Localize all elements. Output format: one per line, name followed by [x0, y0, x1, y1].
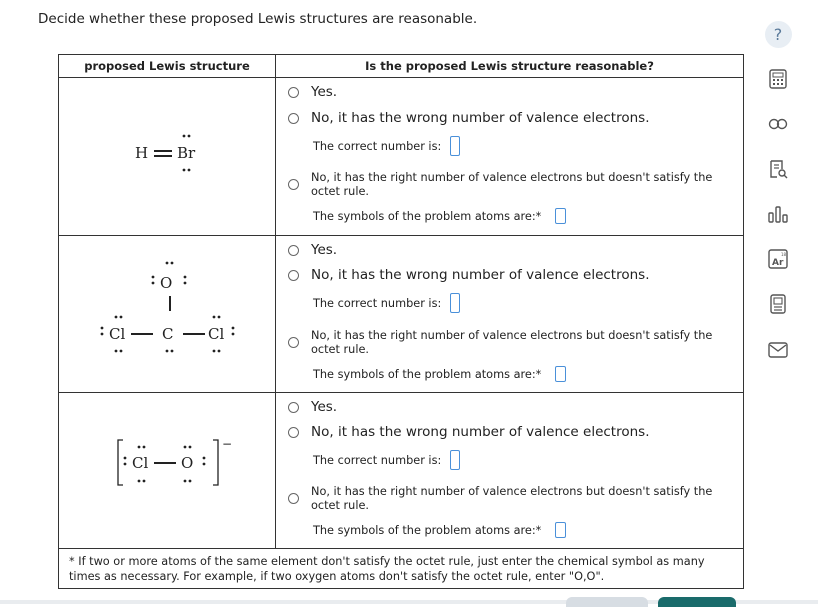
option-wrong-electrons[interactable]: No, it has the wrong number of valence electrons. — [288, 424, 650, 440]
periodic-table-icon — [768, 249, 788, 269]
problem-atoms-input[interactable] — [555, 522, 566, 538]
charge-label: − — [222, 437, 233, 451]
chart-button[interactable] — [764, 200, 792, 228]
option-octet[interactable]: No, it has the right number of valence electrons but doesn't satisfy the octet rule. — [288, 329, 731, 357]
structure-cell-cocl2 — [59, 236, 276, 393]
radio-wrong-electrons[interactable] — [288, 270, 299, 281]
col-header-reasonable: Is the proposed Lewis structure reasonable? — [276, 55, 744, 78]
atom-o: O — [160, 274, 173, 292]
table-row — [59, 236, 744, 393]
atom-cl: Cl — [132, 454, 149, 472]
radio-octet[interactable] — [288, 337, 299, 348]
option-wrong-electrons[interactable]: No, it has the wrong number of valence electrons. — [288, 267, 650, 283]
help-button[interactable] — [764, 20, 792, 48]
atom-o: O — [181, 454, 194, 472]
problem-atoms-input[interactable] — [555, 366, 566, 382]
option-octet[interactable]: No, it has the right number of valence electrons but doesn't satisfy the octet rule. — [288, 485, 731, 513]
radio-yes[interactable] — [288, 245, 299, 256]
options-cell — [276, 236, 744, 393]
correct-number-row: The correct number is: — [313, 450, 460, 470]
atom-cl-right: Cl — [208, 325, 225, 343]
explanation-button[interactable] — [566, 597, 648, 607]
lewis-hbr — [59, 78, 275, 235]
radio-octet[interactable] — [288, 493, 299, 504]
data-icon — [768, 294, 788, 314]
col-header-structure: proposed Lewis structure — [59, 55, 276, 78]
options-cell — [276, 78, 744, 236]
calculator-button[interactable] — [764, 65, 792, 93]
atom-br: Br — [177, 144, 196, 162]
lewis-cocl2 — [59, 236, 275, 392]
radio-octet[interactable] — [288, 179, 299, 190]
problem-atoms-row: The symbols of the problem atoms are:* — [313, 366, 566, 382]
help-icon: ? — [765, 21, 792, 48]
correct-number-input[interactable] — [450, 450, 460, 470]
bracket-right — [213, 440, 218, 485]
problem-atoms-row: The symbols of the problem atoms are:* — [313, 522, 566, 538]
correct-number-row: The correct number is: — [313, 136, 460, 156]
radio-wrong-electrons[interactable] — [288, 427, 299, 438]
svg-text:18: 18 — [781, 252, 787, 257]
option-yes[interactable]: Yes. — [288, 242, 337, 258]
email-icon — [768, 342, 788, 358]
structure-cell-clo — [59, 393, 276, 549]
atom-h: H — [135, 144, 149, 162]
svg-text:Ar: Ar — [772, 258, 784, 268]
infinity-icon — [767, 117, 789, 131]
check-button[interactable] — [658, 597, 736, 607]
radio-yes[interactable] — [288, 402, 299, 413]
option-yes[interactable]: Yes. — [288, 399, 337, 415]
bracket-left — [118, 440, 123, 485]
radio-yes[interactable] — [288, 87, 299, 98]
notes-button[interactable] — [764, 155, 792, 183]
lewis-table — [58, 54, 744, 549]
table-row — [59, 393, 744, 549]
option-yes[interactable]: Yes. — [288, 84, 337, 100]
data-button[interactable] — [764, 290, 792, 318]
problem-atoms-row: The symbols of the problem atoms are:* — [313, 208, 566, 224]
correct-number-input[interactable] — [450, 136, 460, 156]
correct-number-input[interactable] — [450, 293, 460, 313]
options-cell — [276, 393, 744, 549]
lewis-clo-ion — [59, 393, 275, 548]
table-row — [59, 78, 744, 236]
question-text: Decide whether these proposed Lewis structures are reasonable. — [38, 11, 478, 27]
atom-cl-left: Cl — [109, 325, 126, 343]
link-button[interactable] — [764, 110, 792, 138]
option-octet[interactable]: No, it has the right number of valence electrons but doesn't satisfy the octet rule. — [288, 171, 731, 199]
notes-icon — [768, 159, 788, 179]
email-button[interactable] — [764, 336, 792, 364]
option-wrong-electrons[interactable]: No, it has the wrong number of valence electrons. — [288, 110, 650, 126]
periodic-table-button[interactable] — [764, 245, 792, 273]
chart-icon — [767, 204, 789, 224]
problem-atoms-input[interactable] — [555, 208, 566, 224]
atom-c: C — [162, 325, 174, 343]
structure-cell-hbr — [59, 78, 276, 236]
calculator-icon — [768, 69, 788, 89]
radio-wrong-electrons[interactable] — [288, 113, 299, 124]
footnote: * If two or more atoms of the same element don't satisfy the octet rule, just enter the chemical symbol as many times as necessary. For example, if two oxygen atoms don't satisfy the octet rule, enter "O,O". — [58, 549, 744, 589]
correct-number-row: The correct number is: — [313, 293, 460, 313]
